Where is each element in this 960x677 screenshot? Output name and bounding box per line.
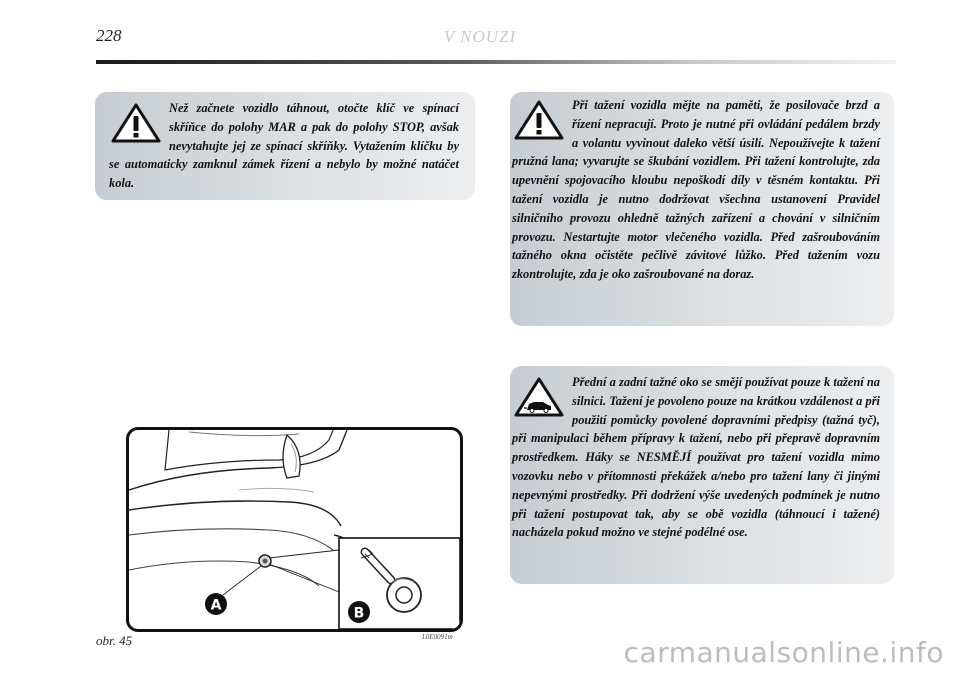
warning-triangle-icon xyxy=(512,98,566,142)
warning-note-towing-eye xyxy=(510,366,894,584)
towing-warning-icon xyxy=(512,375,566,419)
warning-note-towing-brakes xyxy=(510,92,894,326)
figure-code: L0E0091m xyxy=(422,633,453,641)
figure-label-b: B xyxy=(353,605,365,622)
figure-caption: obr. 45 xyxy=(96,633,133,648)
warning-note-text: Při tažení vozidla mějte na paměti, že posilovače brzd a řízení nepracují. Proto je nutné při ovládání pedálem brzdy a volantu vyvinout daleko větší úsilí. Nepoužívejte k tažení pružná lana; vyvarujte se škubání vozidlem. Při tažení kontrolujte, zda upevnění spojovacího kloubu nepoškodí díly v těsném kontaktu. Při tažení vozidla je nutno dodržovat všechna ustanovení Pravidel silničního provozu ohledně tažných zařízení a chování v silničním provozu. Nestartujte motor vlečeného vozidla. Před zašroubováním tažného okna očistěte pečlivě závitové lůžko. Před tažením vozu zkontrolujte, zda je oko zašroubované na doraz. xyxy=(512,98,880,282)
warning-note-ignition xyxy=(95,92,475,200)
section-title: V NOUZI xyxy=(443,27,517,46)
towing-eye-figure xyxy=(126,427,463,632)
warning-note-text: Přední a zadní tažné oko se smějí používat pouze k tažení na silnici. Tažení je povoleno pouze na krátkou vzdálenost a při použití pomůcky povolené dopravními předpisy (tažná tyč), při manipulaci během přípravy k tažení, nebo při přepravě dopravním prostředkem. Háky se NESMĚJÍ používat pro tažení vozidla mimo vozovku nebo v přítomnosti překážek a/nebo pro tažení lany či jinými nepevnými prostředky. Při dodržení výše uvedených podmínek je nutno při tažení postupovat tak, aby se obě vozidla (táhnoucí i tažené) nacházela pokud možno ve stejné podélné ose. xyxy=(512,375,880,540)
figure-label-a: A xyxy=(210,597,222,614)
page-number: 228 xyxy=(96,26,122,45)
warning-triangle-icon xyxy=(109,101,163,145)
header-rule xyxy=(96,60,896,64)
warning-note-text: Než začnete vozidlo táhnout, otočte klíč ve spínací skříňce do polohy MAR a pak do polohy STOP, avšak nevytahujte jej ze spínací skříňky. Vytažením klíčku by se automaticky zamknul zámek řízení a nebylo by možné natáčet kola. xyxy=(109,101,459,191)
car-rear-illustration xyxy=(129,430,460,629)
watermark: carmanualsonline.info xyxy=(623,636,944,669)
